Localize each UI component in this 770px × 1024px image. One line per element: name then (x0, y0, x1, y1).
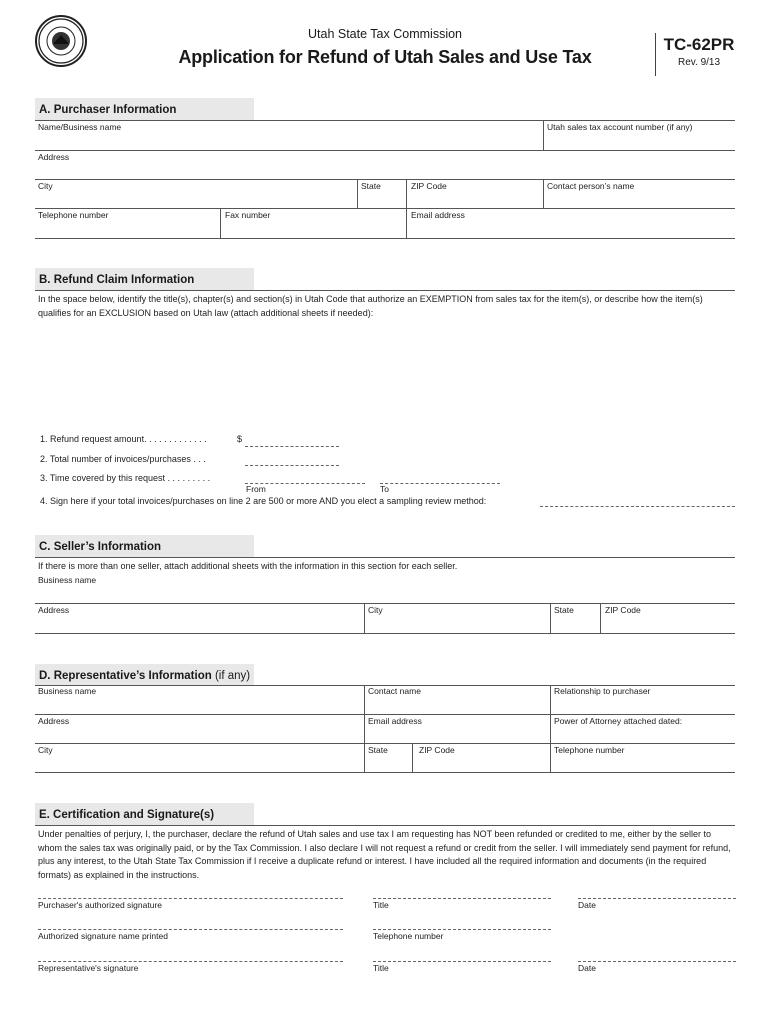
from-label: From (246, 484, 266, 494)
account-number-field[interactable]: Utah sales tax account number (if any) (547, 122, 693, 132)
section-a-title: A. Purchaser Information (35, 98, 254, 120)
rep-state-field[interactable]: State (368, 745, 388, 755)
purchaser-city-field[interactable]: City (38, 181, 53, 191)
rep-title-label: Title (373, 963, 389, 973)
purchaser-email-field[interactable]: Email address (411, 210, 465, 220)
to-date-input[interactable] (380, 483, 500, 484)
seller-business-field[interactable]: Business name (38, 575, 97, 585)
time-covered-label: 3. Time covered by this request . . . . . . . . . (40, 473, 211, 483)
printed-name-label: Authorized signature name printed (38, 931, 168, 941)
exemption-description-area[interactable] (35, 322, 735, 427)
rep-contact-field[interactable]: Contact name (368, 686, 421, 696)
rep-address-field[interactable]: Address (38, 716, 70, 726)
rep-date-input[interactable] (578, 961, 736, 962)
rep-city-field[interactable]: City (38, 745, 53, 755)
agency-name: Utah State Tax Commission (308, 27, 462, 41)
rep-date-label: Date (578, 963, 596, 973)
purchaser-date-input[interactable] (578, 898, 736, 899)
section-e-title: E. Certification and Signature(s) (35, 803, 254, 825)
invoice-count-input[interactable] (245, 465, 339, 466)
rep-phone-field[interactable]: Telephone number (554, 745, 625, 755)
rep-email-field[interactable]: Email address (368, 716, 422, 726)
seller-city-field[interactable]: City (368, 605, 383, 615)
to-label: To (380, 484, 389, 494)
seller-address-field[interactable]: Address (38, 605, 70, 615)
dollar-sign: $ (237, 434, 243, 444)
invoice-count-label: 2. Total number of invoices/purchases . . . (40, 454, 206, 464)
section-d-title-text: D. Representative’s Information (39, 670, 212, 682)
purchaser-date-label: Date (578, 900, 596, 910)
refund-amount-label: 1. Refund request amount. . . . . . . . . . . . . (40, 434, 207, 444)
rep-poa-field[interactable]: Power of Attorney attached dated: (554, 716, 683, 726)
purchaser-fax-field[interactable]: Fax number (225, 210, 271, 220)
purchaser-signature-input[interactable] (38, 898, 343, 899)
purchaser-phone-field[interactable]: Telephone number (38, 210, 109, 220)
section-d-title (35, 664, 254, 686)
purchaser-title-input[interactable] (373, 898, 551, 899)
rep-title-input[interactable] (373, 961, 551, 962)
form-title: Application for Refund of Utah Sales and Use Tax (178, 47, 592, 67)
purchaser-address-field[interactable]: Address (38, 152, 70, 162)
purchaser-title-label: Title (373, 900, 389, 910)
form-revision: Rev. 9/13 (677, 57, 721, 68)
rep-signature-input[interactable] (38, 961, 343, 962)
name-business-field[interactable]: Name/Business name (38, 122, 122, 132)
certification-statement: Under penalties of perjury, I, the purchaser, declare the refund of Utah sales and use tax I am requesting has NOT been refunded or credited to me, either by the seller to whom the sales tax was originally paid, or by the Tax Commission. I also declare I will not request a refund or credit from the seller. I will immediately send payment for refund, plus any interest, to the Utah State Tax Commission if I receive a duplicate refund or interest. I have included all the required information and documents (in the required formats) as explained in the instructions. (38, 829, 731, 880)
purchaser-state-field[interactable]: State (361, 181, 381, 191)
rep-business-field[interactable]: Business name (38, 686, 97, 696)
rep-relationship-field[interactable]: Relationship to purchaser (554, 686, 651, 696)
refund-amount-input[interactable] (245, 446, 339, 447)
contact-person-field[interactable]: Contact person’s name (547, 181, 635, 191)
form-id: TC-62PR (663, 35, 735, 54)
rep-zip-field[interactable]: ZIP Code (419, 745, 455, 755)
purchaser-zip-field[interactable]: ZIP Code (411, 181, 447, 191)
printed-name-input[interactable] (38, 929, 343, 930)
certification-phone-input[interactable] (373, 929, 551, 930)
sampling-signature-input[interactable] (540, 506, 735, 507)
sampling-signature-label: 4. Sign here if your total invoices/purchases on line 2 are 500 or more AND you elect a sampling review method: (40, 496, 487, 506)
rep-signature-label: Representative's signature (38, 963, 139, 973)
section-c-title: C. Seller’s Information (35, 535, 254, 557)
certification-phone-label: Telephone number (373, 931, 444, 941)
section-b-title: B. Refund Claim Information (35, 268, 254, 290)
seller-state-field[interactable]: State (554, 605, 574, 615)
section-d-title-sub: (if any) (214, 670, 251, 682)
exemption-instructions: In the space below, identify the title(s), chapter(s) and section(s) in Utah Code that authorize an EXEMPTION from sales tax for the item(s), or describe how the item(s) qualifies for an EXCLUSION based on Utah law (attach additional sheets if needed): (38, 294, 703, 318)
seller-note: If there is more than one seller, attach additional sheets with the information in this section for each seller. (38, 561, 458, 571)
seller-zip-field[interactable]: ZIP Code (605, 605, 641, 615)
purchaser-signature-label: Purchaser's authorized signature (38, 900, 162, 910)
